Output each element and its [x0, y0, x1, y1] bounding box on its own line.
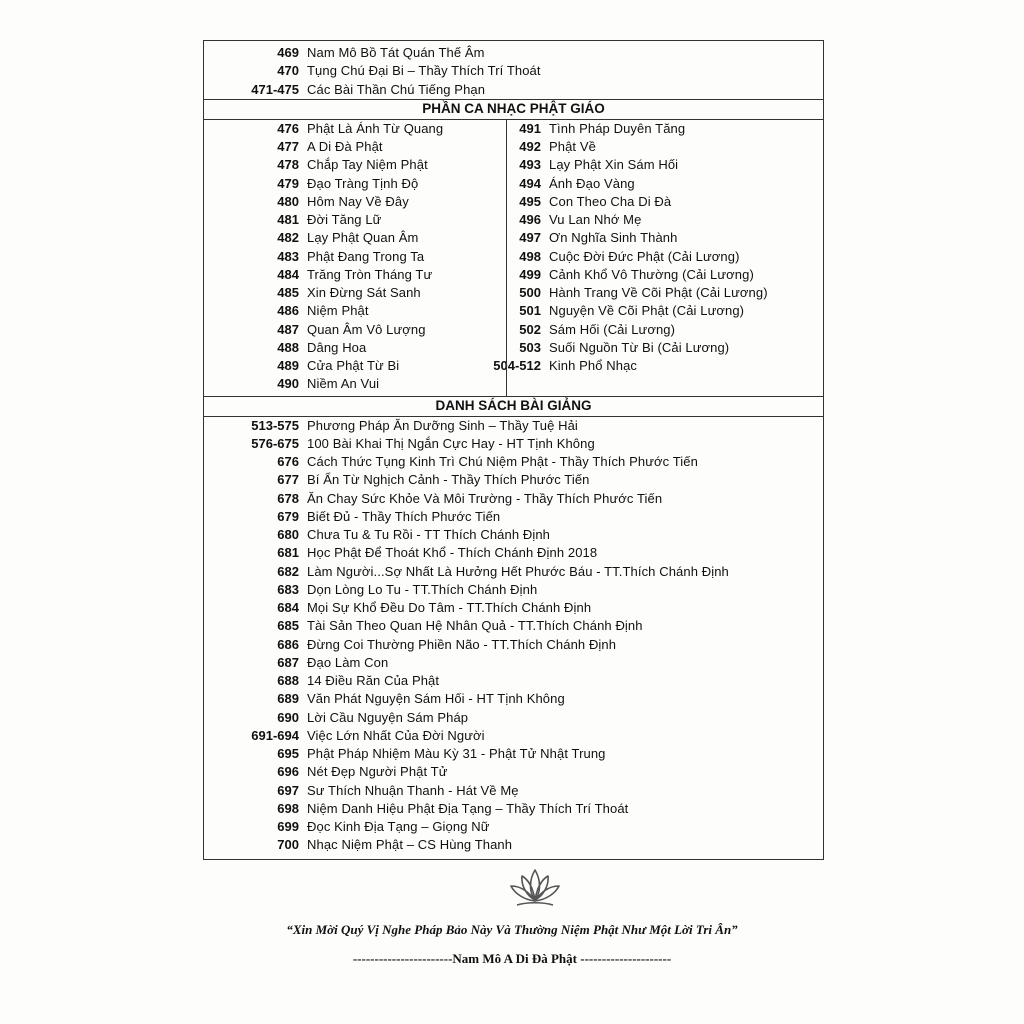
item-title: Đọc Kinh Địa Tạng – Giọng Nữ [307, 819, 490, 834]
item-number: 502 [519, 321, 541, 337]
item-title: Hôm Nay Về Đây [307, 193, 409, 209]
lotus-icon [505, 866, 565, 912]
item-title: Phật Đang Trong Ta [307, 248, 425, 264]
item-title: Lạy Phật Xin Sám Hối [549, 157, 679, 173]
item-title: Quan Âm Vô Lượng [307, 321, 426, 337]
item-number: 487 [277, 321, 299, 337]
closing-quote: “Xin Mời Quý Vị Nghe Pháp Bảo Này Và Thường Niệm Phật Như Một Lời Tri Ân” [286, 922, 738, 937]
item-title: Chắp Tay Niệm Phật [307, 157, 428, 173]
item-number: 677 [277, 472, 299, 488]
item-title: Con Theo Cha Di Đà [549, 193, 672, 209]
item-title: Phương Pháp Ăn Dưỡng Sinh – Thầy Tuệ Hải [307, 417, 578, 433]
item-title: Làm Người...Sợ Nhất Là Hưởng Hết Phước Báu - TT.Thích Chánh Định [307, 563, 729, 579]
item-title: Tài Sản Theo Quan Hệ Nhân Quả - TT.Thích Chánh Định [307, 618, 643, 634]
item-number: 486 [277, 303, 299, 319]
item-title: Nhạc Niệm Phật – CS Hùng Thanh [307, 837, 513, 853]
item-title: Nét Đẹp Người Phật Tử [307, 764, 448, 780]
item-title: Xin Đừng Sát Sanh [307, 285, 421, 300]
item-title: Cửa Phật Từ Bi [307, 358, 400, 373]
item-number: 682 [277, 563, 299, 579]
item-title: A Di Đà Phật [307, 139, 383, 154]
item-title: Chưa Tu & Tu Rồi - TT Thích Chánh Định [307, 527, 551, 542]
item-title: Dọn Lòng Lo Tu - TT.Thích Chánh Định [307, 581, 538, 597]
item-title: Đừng Coi Thường Phiền Não - TT.Thích Chánh Định [307, 636, 617, 652]
item-title: Suối Nguồn Từ Bi (Cải Lương) [549, 339, 730, 355]
item-title: Tụng Chú Đại Bi – Thầy Thích Trí Thoát [307, 63, 541, 79]
item-title: Phật Về [549, 139, 596, 154]
item-number: 685 [277, 618, 299, 634]
item-number: 479 [277, 175, 299, 191]
item-title: Phật Là Ánh Từ Quang [307, 120, 444, 136]
item-number: 503 [519, 339, 541, 355]
item-title: Cuộc Đời Đức Phật (Cải Lương) [549, 248, 740, 264]
item-number: 501 [519, 303, 541, 319]
item-number: 676 [277, 454, 299, 469]
item-title: Ăn Chay Sức Khỏe Và Môi Trường - Thầy Thích Phước Tiến [307, 490, 663, 506]
item-number: 688 [277, 673, 299, 688]
item-number: 500 [519, 285, 541, 300]
item-title: Học Phật Để Thoát Khổ - Thích Chánh Định 2018 [307, 545, 598, 561]
item-title: Việc Lớn Nhất Của Đời Người [307, 727, 485, 743]
item-title: Ánh Đạo Vàng [549, 175, 635, 191]
item-number: 493 [519, 157, 541, 173]
item-title: Bí Ẩn Từ Nghịch Cảnh - Thầy Thích Phước Tiến [307, 472, 590, 488]
item-number: 480 [277, 193, 299, 209]
item-number: 483 [277, 248, 299, 264]
item-number: 484 [277, 266, 299, 282]
item-number: 576-675 [251, 435, 299, 451]
item-number: 691-694 [251, 727, 299, 743]
item-number: 481 [277, 212, 299, 227]
item-title: Hành Trang Về Cõi Phật (Cải Lương) [549, 285, 768, 300]
item-number: 679 [277, 508, 299, 524]
item-title: Mọi Sự Khổ Đều Do Tâm - TT.Thích Chánh Định [307, 600, 592, 615]
item-number: 687 [277, 654, 299, 670]
item-number: 490 [277, 376, 299, 392]
item-title: Nguyện Về Cõi Phật (Cải Lương) [549, 303, 745, 319]
item-title: Vu Lan Nhớ Mẹ [549, 212, 642, 227]
item-number: 700 [277, 837, 299, 853]
item-title: Đạo Làm Con [307, 654, 389, 670]
item-number: 494 [519, 175, 541, 191]
item-number: 699 [277, 819, 299, 834]
item-number: 696 [277, 764, 299, 780]
item-title: Tình Pháp Duyên Tăng [549, 120, 686, 136]
item-title: Biết Đủ - Thầy Thích Phước Tiến [307, 508, 501, 524]
item-number: 684 [277, 600, 299, 615]
item-title: Văn Phát Nguyện Sám Hối - HT Tịnh Không [307, 691, 565, 707]
item-number: 470 [277, 63, 299, 79]
item-title: Dâng Hoa [307, 339, 367, 355]
item-number: 513-575 [251, 417, 299, 433]
item-number: 697 [277, 782, 299, 798]
item-title: 14 Điều Răn Của Phật [307, 673, 440, 688]
item-number: 471-475 [251, 81, 299, 97]
item-number: 690 [277, 709, 299, 725]
item-title: Đời Tăng Lữ [307, 212, 382, 227]
item-number: 497 [519, 230, 541, 246]
item-number: 698 [277, 800, 299, 816]
item-number: 498 [519, 248, 541, 264]
item-number: 485 [277, 285, 299, 300]
item-title: Ơn Nghĩa Sinh Thành [549, 230, 678, 246]
section-heading-music: PHẦN CA NHẠC PHẬT GIÁO [422, 100, 605, 116]
item-title: Trăng Tròn Tháng Tư [307, 266, 433, 282]
column-divider [506, 119, 507, 396]
section-heading-lectures: DANH SÁCH BÀI GIẢNG [435, 397, 592, 413]
item-number: 495 [519, 193, 541, 209]
item-number: 504-512 [493, 358, 541, 373]
item-title: Cảnh Khổ Vô Thường (Cải Lương) [549, 266, 754, 282]
item-title: Kinh Phổ Nhạc [549, 358, 638, 373]
item-number: 680 [277, 527, 299, 542]
item-title: Các Bài Thần Chú Tiếng Phạn [307, 81, 486, 97]
item-number: 686 [277, 636, 299, 652]
item-number: 678 [277, 490, 299, 506]
item-number: 489 [277, 358, 299, 373]
item-number: 496 [519, 212, 541, 227]
item-number: 469 [277, 45, 299, 60]
item-number: 492 [519, 139, 541, 154]
item-number: 482 [277, 230, 299, 246]
item-title: Sám Hối (Cải Lương) [549, 321, 676, 337]
item-title: Sư Thích Nhuận Thanh - Hát Về Mẹ [307, 782, 519, 798]
item-number: 681 [277, 545, 299, 561]
item-number: 476 [277, 120, 299, 136]
item-title: Lạy Phật Quan Âm [307, 230, 419, 246]
item-number: 689 [277, 691, 299, 707]
item-number: 499 [519, 266, 541, 282]
item-number: 683 [277, 581, 299, 597]
item-number: 695 [277, 746, 299, 761]
item-title: Phật Pháp Nhiệm Màu Kỳ 31 - Phật Tử Nhật Trung [307, 746, 606, 761]
item-title: Niệm Phật [307, 303, 369, 319]
item-title: Niệm Danh Hiệu Phật Địa Tạng – Thầy Thích Trí Thoát [307, 800, 629, 816]
item-title: Niềm An Vui [307, 376, 380, 392]
item-number: 491 [519, 120, 541, 136]
item-title: Đạo Tràng Tịnh Độ [307, 175, 419, 191]
catalog-table [203, 40, 824, 860]
item-title: Nam Mô Bồ Tát Quán Thế Âm [307, 45, 485, 60]
item-title: Cách Thức Tụng Kinh Trì Chú Niệm Phật - Thầy Thích Phước Tiến [307, 454, 698, 469]
item-number: 477 [277, 139, 299, 154]
item-title: Lời Cầu Nguyện Sám Pháp [307, 709, 469, 725]
item-title: 100 Bài Khai Thị Ngắn Cực Hay - HT Tịnh Không [307, 435, 595, 451]
item-number: 488 [277, 339, 299, 355]
item-number: 478 [277, 157, 299, 173]
footer-line: -----------------------Nam Mô A Di Đà Phật --------------------- [352, 951, 672, 966]
